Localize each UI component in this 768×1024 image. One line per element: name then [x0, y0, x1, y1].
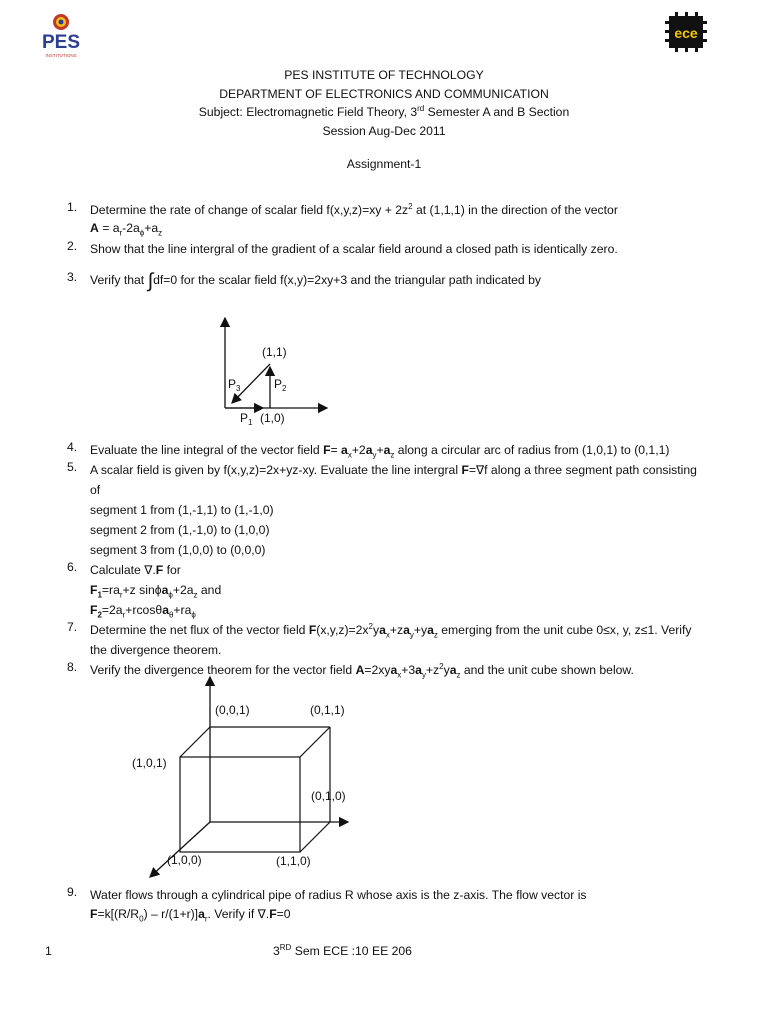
q5-segment-1: segment 1 from (1,-1,1) to (1,-1,0) — [90, 503, 274, 517]
corner-100-label: (1,0,0) — [167, 853, 202, 867]
q9-equation: $F=k[(R/R_0) - r/(1+r)]a_r$. Verify if ∇.F=0 — [90, 907, 291, 924]
subject-sup: rd — [417, 103, 425, 113]
corner-011-label: (0,1,1) — [310, 703, 345, 717]
triangle-path-figure — [200, 310, 340, 435]
q5-segment-2: segment 2 from (1,-1,0) to (1,0,0) — [90, 523, 270, 537]
point-1-0-label: (1,0) — [260, 411, 285, 425]
pes-logo — [40, 12, 82, 60]
footer-course: 3RD Sem ECE :10 EE 206 — [273, 942, 412, 958]
q4-number: 4. — [67, 440, 78, 454]
q5-text-cont: of — [90, 483, 101, 497]
pes-logo-text: PES — [41, 32, 81, 53]
p3-label: $P_3$ — [228, 377, 241, 393]
document-header — [0, 66, 768, 174]
corner-101-label: (1,0,1) — [132, 756, 167, 770]
unit-cube-figure — [125, 672, 365, 887]
ece-chip-icon — [665, 12, 707, 52]
q8-number: 8. — [67, 660, 78, 674]
corner-001-label: (0,0,1) — [215, 703, 250, 717]
subject-line — [0, 103, 768, 122]
assignment-title: Assignment-1 — [346, 157, 422, 171]
q7-text: Determine the net flux of the vector field $F(x,y,z)=2x^2ya_x+za_y+ya_z$ emerging from the unit cube 0≤x, y, z≤1. Verify — [90, 621, 692, 640]
q7-text-cont: the divergence theorem. — [90, 643, 222, 657]
q1-vector: $A = a_r-2a_\phi+a_z$ — [90, 221, 163, 238]
cube-edges — [180, 727, 330, 852]
q1-number: 1. — [67, 200, 78, 214]
page-number: 1 — [45, 944, 52, 958]
q8-text: Verify the divergence theorem for the vector field $A=2xya_x+3a_y+z^2ya_z$ and the unit cube shown below. — [90, 661, 634, 680]
q4-text: Evaluate the line integral of the vector field $F= a_x+2a_y+a_z$ along a circular arc of radius from (1,0,1) to (0,1,1) — [90, 443, 670, 460]
q6-text: Calculate ∇.F for — [90, 563, 181, 577]
q6-f1: $F_1=ra_r+z$ $\sin\phi a_\phi+2a_z$ and — [90, 583, 222, 600]
point-1-1-label: (1,1) — [262, 345, 287, 359]
subject-suffix: Semester A and B Section — [424, 105, 570, 119]
ece-logo — [665, 12, 707, 52]
pes-logo-subtext: INSTITUTIONS — [45, 53, 77, 58]
q5-number: 5. — [67, 460, 78, 474]
q6-number: 6. — [67, 560, 78, 574]
q7-number: 7. — [67, 620, 78, 634]
institute-name: PES INSTITUTE OF TECHNOLOGY — [284, 68, 484, 82]
q5-text: A scalar field is given by f(x,y,z)=2x+yz-xy. Evaluate the line intergral F=∇f along a three segment path consisting — [90, 463, 697, 477]
p1-label: $P_1$ — [240, 411, 253, 427]
department-name: DEPARTMENT OF ELECTRONICS AND COMMUNICATION — [219, 86, 549, 101]
corner-110-label: (1,1,0) — [276, 854, 311, 868]
p2-label: $P_2$ — [274, 377, 287, 393]
q2-text: Show that the line intergral of the gradient of a scalar field around a closed path is identically zero. — [90, 242, 618, 256]
ece-logo-text: ece — [674, 25, 698, 41]
q9-text: Water flows through a cylindrical pipe of radius R whose axis is the z-axis. The flow vector is — [90, 888, 587, 902]
q9-number: 9. — [67, 885, 78, 899]
corner-010-label: (0,1,0) — [311, 789, 346, 803]
q3-number: 3. — [67, 270, 78, 284]
q2-number: 2. — [67, 239, 78, 253]
q1-text: Determine the rate of change of scalar field $f(x,y,z)=xy + 2z^2$ at (1,1,1) in the direction of the vector — [90, 201, 618, 217]
session-line: Session Aug-Dec 2011 — [322, 123, 446, 138]
subject-text: Subject: Electromagnetic Field Theory, 3 — [198, 105, 418, 119]
q5-segment-3: segment 3 from (1,0,0) to (0,0,0) — [90, 543, 266, 557]
q3-text: Verify that ∫df=0 for the scalar field f(x,y)=2xy+3 and the triangular path indicated by — [90, 270, 541, 292]
q6-f2: $F_2=2a_r+rcos\theta a_\theta+ra_\phi$ — [90, 603, 196, 620]
